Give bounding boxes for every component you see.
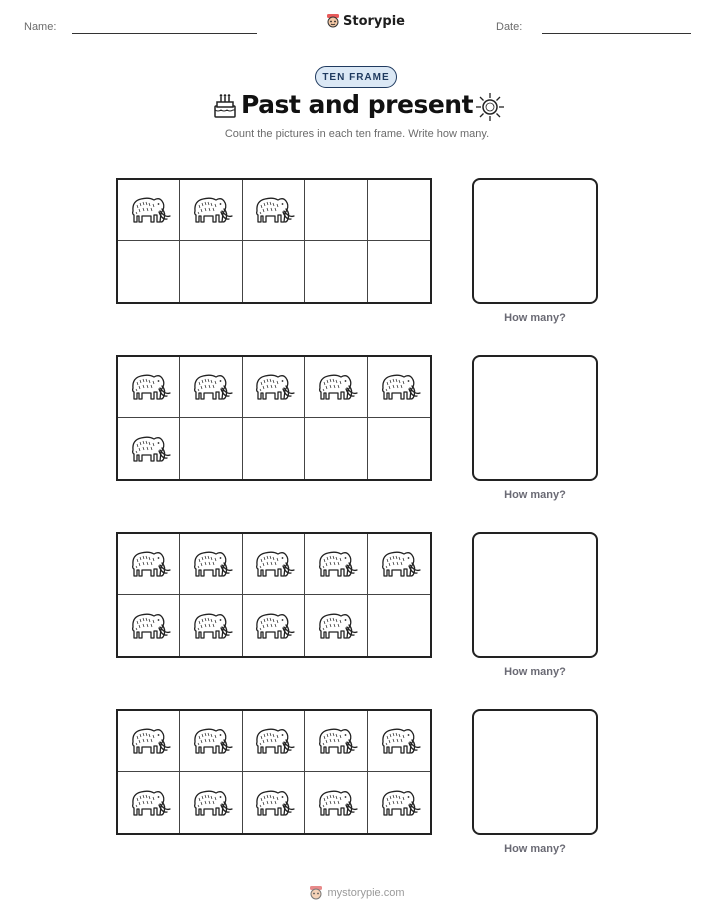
woolly-mammoth-icon [314,607,358,645]
woolly-mammoth-icon [251,607,295,645]
brand-logo [326,13,405,29]
woolly-mammoth-icon [189,722,233,760]
filled-cell [180,711,242,772]
ten-frame-1 [116,178,432,304]
filled-cell [243,357,305,418]
ten-frame-2 [116,355,432,481]
woolly-mammoth-icon [251,784,295,822]
woolly-mammoth-icon [127,607,171,645]
answer-box-4[interactable] [472,709,598,835]
filled-cell [305,595,367,656]
woolly-mammoth-icon [127,430,171,468]
filled-cell [305,772,367,833]
instructions: Count the pictures in each ten frame. Write how many. [224,128,490,140]
ten-frame-badge: TEN FRAME [315,66,397,88]
empty-cell [368,595,430,656]
woolly-mammoth-icon [377,722,421,760]
filled-cell [368,772,430,833]
empty-cell [305,241,367,302]
filled-cell [305,534,367,595]
ten-frame-4 [116,709,432,835]
how-many-label: How many? [504,843,566,855]
filled-cell [243,534,305,595]
woolly-mammoth-icon [189,191,233,229]
filled-cell [118,418,180,479]
woolly-mammoth-icon [251,545,295,583]
footer [0,885,714,901]
storypie-mascot-icon [309,885,323,901]
brand-name: Storypie [343,13,405,29]
filled-cell [243,772,305,833]
woolly-mammoth-icon [314,722,358,760]
how-many-label: How many? [504,312,566,324]
woolly-mammoth-icon [251,368,295,406]
sun-icon [475,92,505,122]
how-many-label: How many? [504,489,566,501]
woolly-mammoth-icon [314,368,358,406]
woolly-mammoth-icon [189,607,233,645]
filled-cell [118,534,180,595]
filled-cell [305,711,367,772]
answer-box-1[interactable] [472,178,598,304]
name-line[interactable] [72,33,257,34]
woolly-mammoth-icon [127,191,171,229]
filled-cell [243,180,305,241]
answer-box-3[interactable] [472,532,598,658]
filled-cell [118,595,180,656]
filled-cell [368,534,430,595]
filled-cell [305,357,367,418]
filled-cell [180,534,242,595]
answer-box-2[interactable] [472,355,598,481]
empty-cell [305,180,367,241]
page-title: Past and present [240,90,474,119]
empty-cell [180,241,242,302]
woolly-mammoth-icon [189,545,233,583]
storypie-mascot-icon [326,13,340,29]
woolly-mammoth-icon [127,722,171,760]
empty-cell [243,241,305,302]
woolly-mammoth-icon [377,784,421,822]
woolly-mammoth-icon [127,784,171,822]
empty-cell [368,241,430,302]
empty-cell [243,418,305,479]
filled-cell [243,595,305,656]
filled-cell [180,772,242,833]
how-many-label: How many? [504,666,566,678]
filled-cell [368,357,430,418]
filled-cell [118,772,180,833]
woolly-mammoth-icon [127,545,171,583]
woolly-mammoth-icon [314,545,358,583]
empty-cell [368,418,430,479]
filled-cell [180,595,242,656]
woolly-mammoth-icon [377,545,421,583]
date-line[interactable] [542,33,691,34]
filled-cell [118,180,180,241]
footer-url: mystorypie.com [327,887,405,899]
filled-cell [118,711,180,772]
filled-cell [180,357,242,418]
filled-cell [368,711,430,772]
date-label: Date: [496,21,523,33]
empty-cell [368,180,430,241]
ten-frame-3 [116,532,432,658]
empty-cell [118,241,180,302]
empty-cell [305,418,367,479]
woolly-mammoth-icon [127,368,171,406]
name-label: Name: [24,21,57,33]
woolly-mammoth-icon [251,722,295,760]
empty-cell [180,418,242,479]
woolly-mammoth-icon [189,784,233,822]
woolly-mammoth-icon [377,368,421,406]
filled-cell [180,180,242,241]
woolly-mammoth-icon [189,368,233,406]
filled-cell [118,357,180,418]
filled-cell [243,711,305,772]
woolly-mammoth-icon [314,784,358,822]
woolly-mammoth-icon [251,191,295,229]
